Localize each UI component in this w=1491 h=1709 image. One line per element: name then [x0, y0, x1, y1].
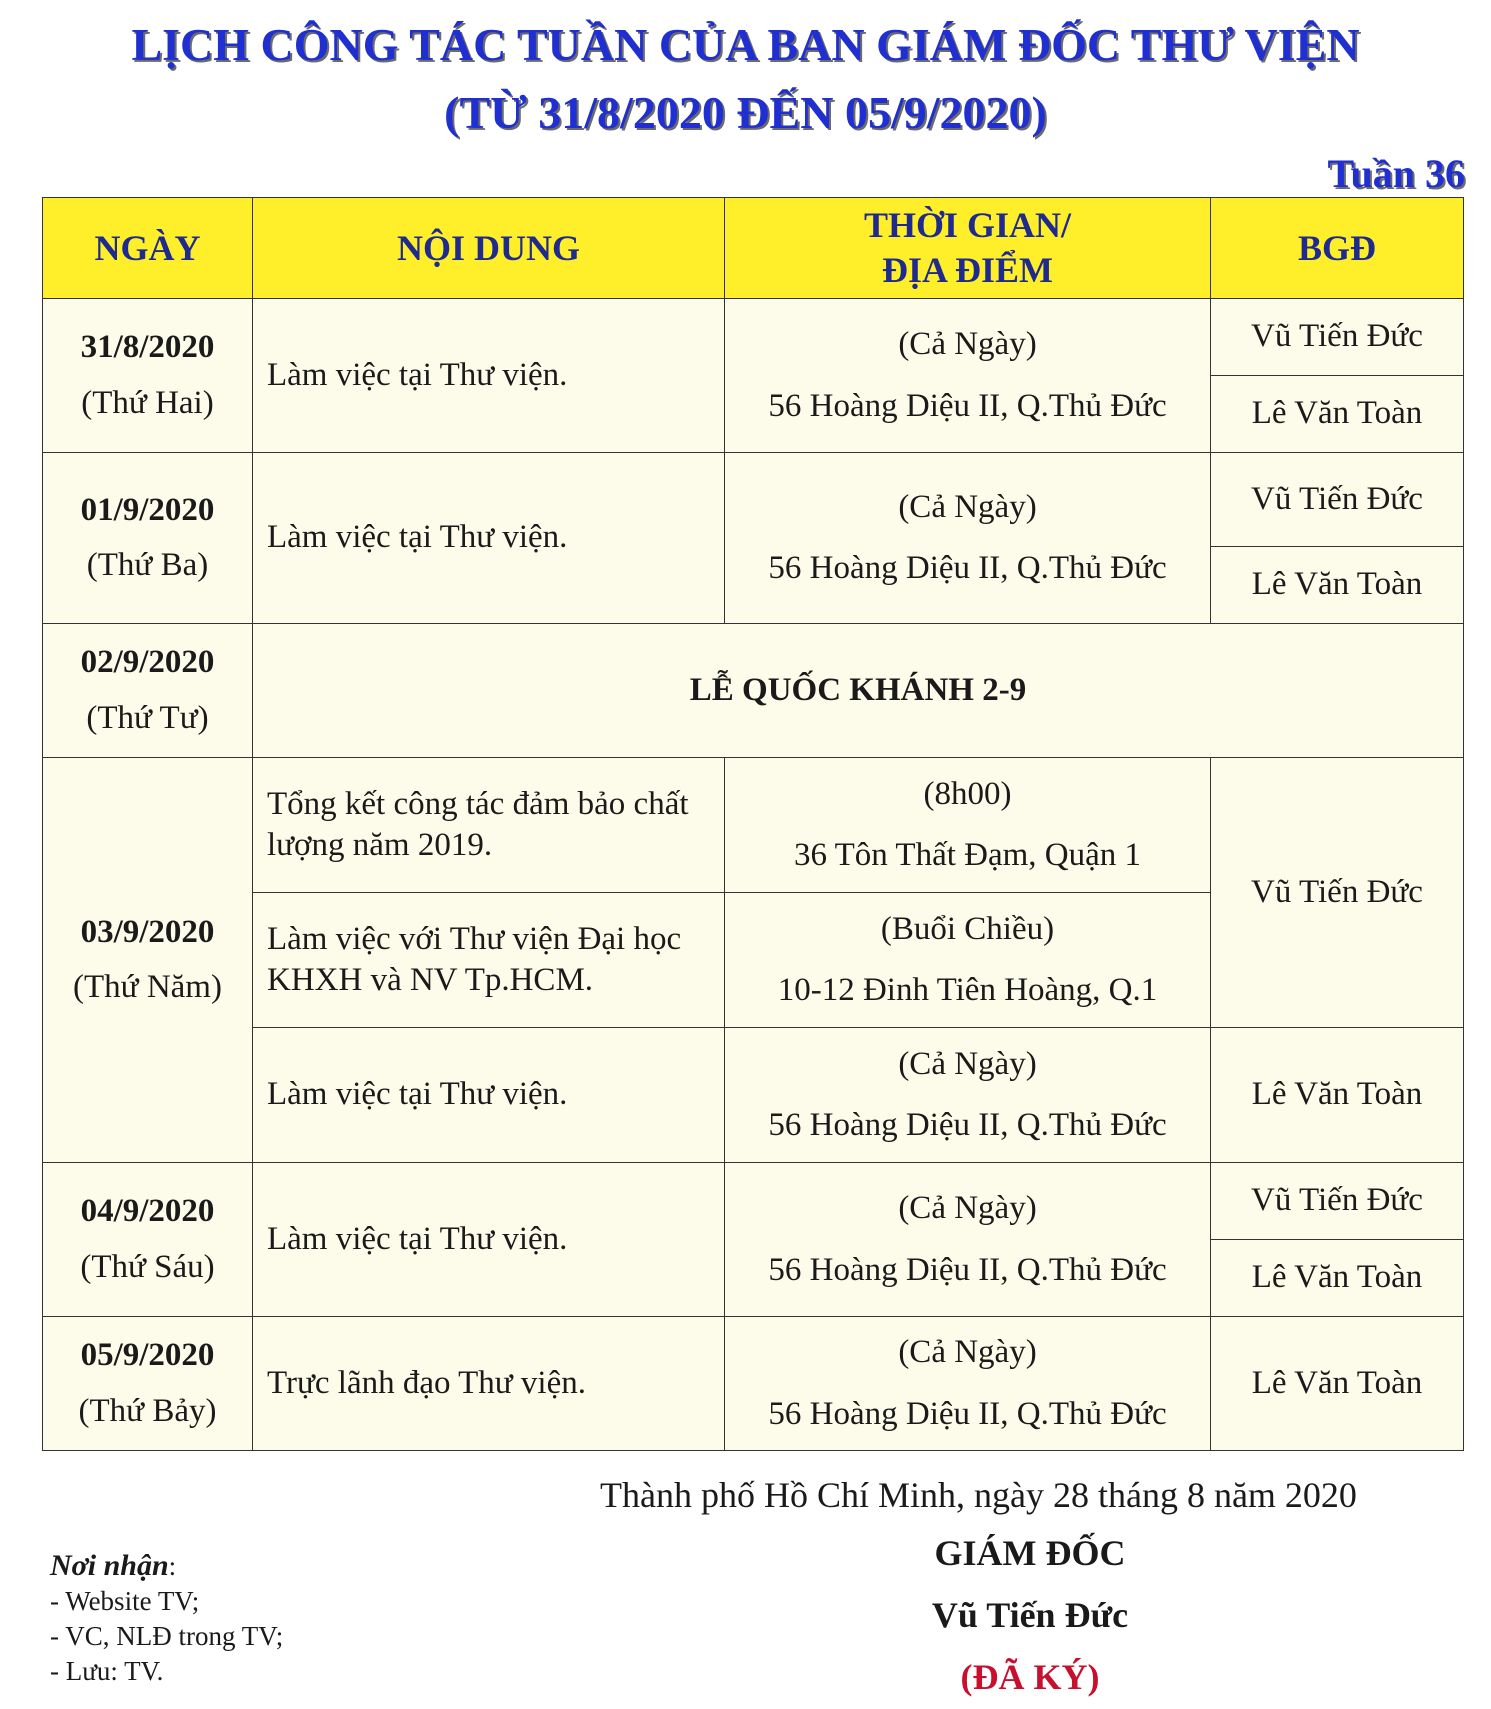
task-cell: Làm việc tại Thư viện. [253, 453, 725, 624]
day-date: 01/9/2020 [80, 491, 215, 528]
holiday-cell: LỄ QUỐC KHÁNH 2-9 [253, 624, 1464, 758]
time-when: (Cả Ngày) [898, 1045, 1037, 1082]
day-weekday: (Thứ Hai) [81, 384, 214, 421]
day-cell [43, 453, 253, 624]
schedule-table [42, 197, 1464, 1451]
time-where: 56 Hoàng Diệu II, Q.Thủ Đức [768, 550, 1167, 586]
day-date: 02/9/2020 [80, 644, 215, 681]
bgd-cell: Lê Văn Toàn [1211, 1317, 1464, 1451]
day-cell [43, 1163, 253, 1317]
time-where: 56 Hoàng Diệu II, Q.Thủ Đức [768, 1251, 1167, 1288]
bgd-cell: Lê Văn Toàn [1211, 376, 1464, 453]
table-row [43, 1163, 1464, 1240]
task-cell: Làm việc với Thư viện Đại học KHXH và NV Tp.HCM. [253, 893, 725, 1028]
bgd-cell: Lê Văn Toàn [1211, 1240, 1464, 1317]
day-weekday: (Thứ Năm) [73, 969, 222, 1005]
header-content: NỘI DUNG [253, 198, 725, 299]
page-title: LỊCH CÔNG TÁC TUẦN CỦA BAN GIÁM ĐỐC THƯ VIỆN [131, 19, 1360, 70]
day-weekday: (Thứ Sáu) [80, 1248, 215, 1285]
recipient-item: - Lưu: TV. [50, 1656, 164, 1686]
bgd-cell: Vũ Tiến Đức [1211, 453, 1464, 547]
task-cell: Làm việc tại Thư viện. [253, 1163, 725, 1317]
day-date: 03/9/2020 [80, 913, 215, 950]
bgd-cell: Vũ Tiến Đức [1211, 299, 1464, 376]
time-when: (Cả Ngày) [898, 1334, 1037, 1371]
signer-name: Vũ Tiến Đức [931, 1595, 1129, 1635]
time-where: 56 Hoàng Diệu II, Q.Thủ Đức [768, 387, 1167, 424]
header-bgd: BGĐ [1211, 198, 1464, 299]
day-cell [43, 624, 253, 758]
bgd-cell: Vũ Tiến Đức [1211, 1163, 1464, 1240]
day-date: 31/8/2020 [80, 329, 215, 366]
time-location-cell [725, 1163, 1211, 1317]
week-label: Tuần 36 [1327, 151, 1465, 196]
day-cell [43, 758, 253, 1163]
header-time-location [725, 198, 1211, 299]
signer-role: GIÁM ĐỐC [934, 1533, 1126, 1573]
time-when: (8h00) [923, 775, 1012, 812]
table-row [43, 624, 1464, 758]
task-cell: Trực lãnh đạo Thư viện. [253, 1317, 725, 1451]
place-date: Thành phố Hồ Chí Minh, ngày 28 tháng 8 năm 2020 [600, 1475, 1357, 1515]
table-row [43, 299, 1464, 376]
time-when: (Buổi Chiều) [880, 910, 1055, 947]
date-range-title: (TỪ 31/8/2020 ĐẾN 05/9/2020) [444, 87, 1047, 138]
task-cell: Làm việc tại Thư viện. [253, 1028, 725, 1163]
recipient-item: - Website TV; [50, 1586, 200, 1616]
day-weekday: (Thứ Tư) [86, 699, 209, 736]
day-weekday: (Thứ Ba) [86, 547, 209, 583]
time-location-cell [725, 453, 1211, 624]
time-location-cell [725, 1317, 1211, 1451]
day-cell [43, 1317, 253, 1451]
recipients-block: Nơi nhận: - Website TV; - VC, NLĐ trong TV; - Lưu: TV. [50, 1548, 283, 1689]
bgd-cell: Lê Văn Toàn [1211, 547, 1464, 624]
time-when: (Cả Ngày) [898, 1190, 1037, 1227]
table-row [43, 453, 1464, 547]
header-day: NGÀY [43, 198, 253, 299]
time-location-cell [725, 758, 1211, 893]
bgd-cell: Lê Văn Toàn [1211, 1028, 1464, 1163]
signed-stamp: (ĐÃ KÝ) [960, 1657, 1100, 1697]
table-header-row [43, 198, 1464, 299]
task-cell: Làm việc tại Thư viện. [253, 299, 725, 453]
task-cell: Tổng kết công tác đảm bảo chất lượng năm 2019. [253, 758, 725, 893]
time-when: (Cả Ngày) [898, 326, 1037, 363]
day-date: 05/9/2020 [80, 1337, 215, 1374]
table-row [43, 758, 1464, 893]
recipients-title: Nơi nhận [50, 1549, 169, 1582]
recipient-item: - VC, NLĐ trong TV; [50, 1621, 284, 1651]
time-where: 10-12 Đinh Tiên Hoàng, Q.1 [777, 972, 1158, 1008]
time-where: 56 Hoàng Diệu II, Q.Thủ Đức [768, 1395, 1167, 1432]
time-location-cell [725, 299, 1211, 453]
header-time-line1: THỜI GIAN/ [863, 205, 1072, 245]
time-when: (Cả Ngày) [898, 488, 1037, 525]
day-cell [43, 299, 253, 453]
day-date: 04/9/2020 [80, 1193, 215, 1230]
header-time-line2: ĐỊA ĐIỂM [881, 250, 1054, 290]
table-row [43, 1317, 1464, 1451]
time-location-cell [725, 1028, 1211, 1163]
table-row [43, 1028, 1464, 1163]
bgd-cell: Vũ Tiến Đức [1211, 758, 1464, 1028]
time-where: 36 Tôn Thất Đạm, Quận 1 [793, 837, 1142, 873]
time-location-cell [725, 893, 1211, 1028]
day-weekday: (Thứ Bảy) [78, 1392, 217, 1429]
time-where: 56 Hoàng Diệu II, Q.Thủ Đức [768, 1107, 1167, 1143]
